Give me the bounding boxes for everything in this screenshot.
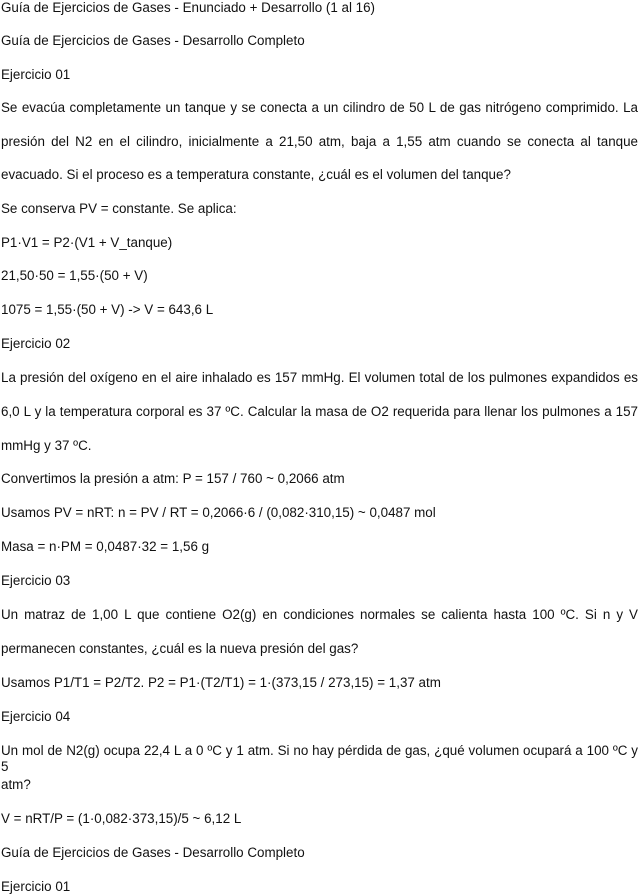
section-title-repeat: Guía de Ejercicios de Gases - Desarrollo Completo [1,845,305,860]
exercise-03-result: Usamos P1/T1 = P2/T2. P2 = P1·(T2/T1) = 1·(373,15 / 273,15) = 1,37 atm [1,675,441,690]
exercise-02-step-1: Convertimos la presión a atm: P = 157 / 760 ~ 0,2066 atm [1,471,345,486]
exercise-heading-01: Ejercicio 01 [1,67,71,82]
exercise-04-statement-line-2: atm? [1,777,31,792]
exercise-03-statement-line-2: permanecen constantes, ¿cuál es la nueva presión del gas? [1,641,359,656]
exercise-01-statement-line-3: evacuado. Si el proceso es a temperatura constante, ¿cuál es el volumen del tanque? [1,167,511,182]
exercise-heading-03: Ejercicio 03 [1,573,71,588]
exercise-04-statement-line-1: Un mol de N2(g) ocupa 22,4 L a 0 ºC y 1 atm. Si no hay pérdida de gas, ¿qué volumen ocupará a 100 ºC y 5 [1,743,638,774]
section-title: Guía de Ejercicios de Gases - Desarrollo Completo [1,33,305,48]
exercise-heading-04: Ejercicio 04 [1,709,71,724]
exercise-01-result: 1075 = 1,55·(50 + V) -> V = 643,6 L [1,302,214,317]
exercise-heading-02: Ejercicio 02 [1,336,71,351]
exercise-01-equation-1: P1·V1 = P2·(V1 + V_tanque) [1,235,173,250]
exercise-01-statement-line-1: Se evacúa completamente un tanque y se conecta a un cilindro de 50 L de gas nitrógeno comprimido. La [1,100,638,115]
exercise-heading-01-repeat: Ejercicio 01 [1,879,71,894]
exercise-03-statement-line-1: Un matraz de 1,00 L que contiene O2(g) en condiciones normales se calienta hasta 100 ºC. Si n y V [1,607,638,622]
exercise-01-statement-line-2: presión del N2 en el cilindro, inicialmente a 21,50 atm, baja a 1,55 atm cuando se conecta al tanque [1,134,638,149]
exercise-04-result: V = nRT/P = (1·0,082·373,15)/5 ~ 6,12 L [1,811,242,826]
exercise-02-statement-line-2: 6,0 L y la temperatura corporal es 37 ºC. Calcular la masa de O2 requerida para llenar los pulmones a 157 [1,404,638,419]
exercise-02-statement-line-3: mmHg y 37 ºC. [1,438,92,453]
document-title: Guía de Ejercicios de Gases - Enunciado + Desarrollo (1 al 16) [1,0,376,15]
exercise-02-statement-line-1: La presión del oxígeno en el aire inhalado es 157 mmHg. El volumen total de los pulmones expandidos es [1,370,638,385]
exercise-02-step-2: Usamos PV = nRT: n = PV / RT = 0,2066·6 / (0,082·310,15) ~ 0,0487 mol [1,505,436,520]
exercise-01-solution-intro: Se conserva PV = constante. Se aplica: [1,201,237,216]
exercise-02-result: Masa = n·PM = 0,0487·32 = 1,56 g [1,539,210,554]
exercise-01-equation-2: 21,50·50 = 1,55·(50 + V) [1,268,148,283]
